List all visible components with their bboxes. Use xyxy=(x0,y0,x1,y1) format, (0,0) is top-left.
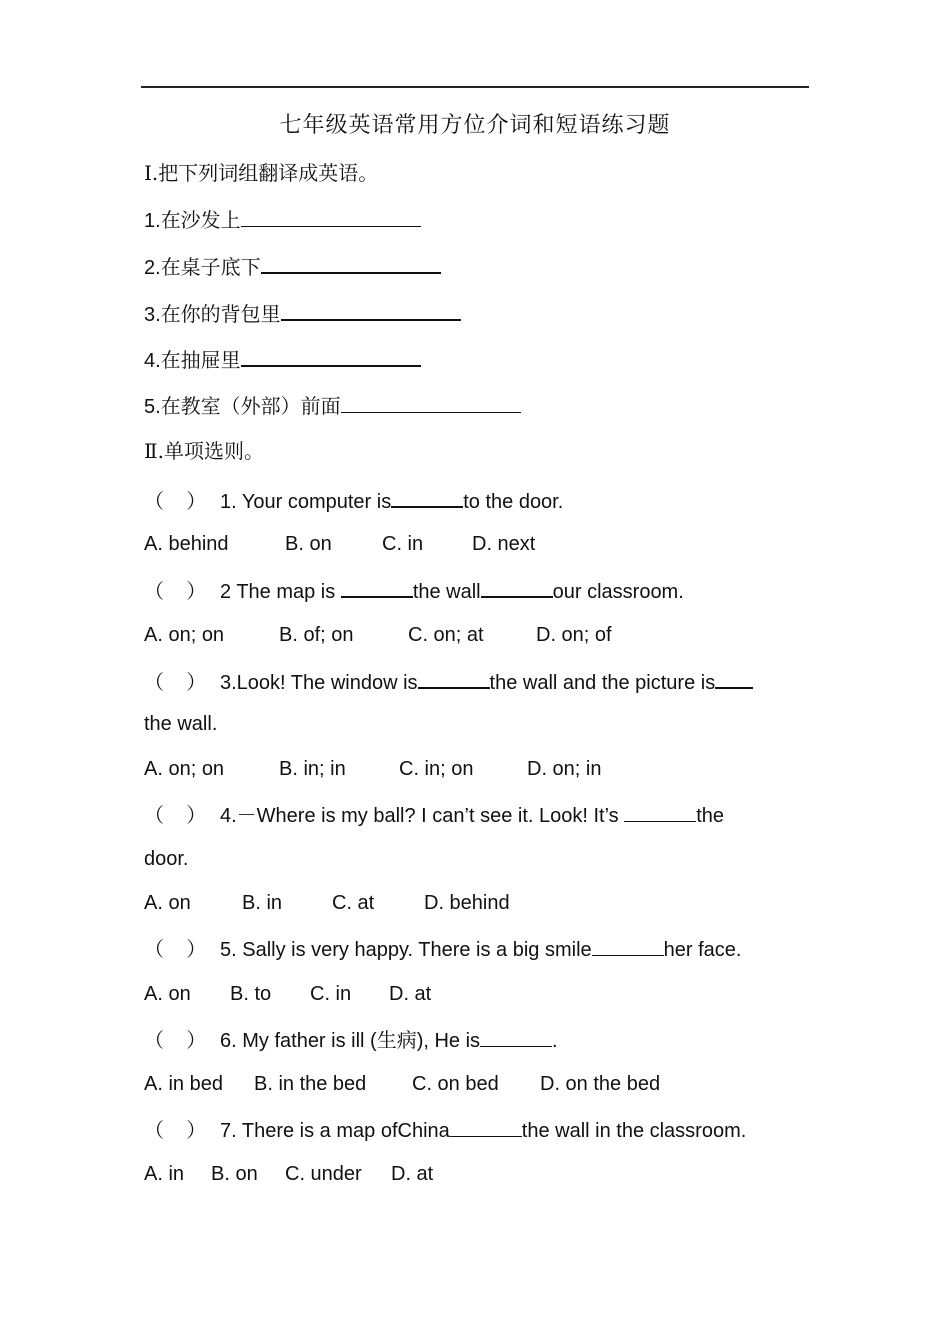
option-a: A. in bed xyxy=(144,1073,223,1095)
item-text: 在桌子底下 xyxy=(160,255,261,279)
question-3-options xyxy=(144,754,601,784)
answer-parenthesis[interactable]: （ ） xyxy=(144,489,207,513)
item-text: 在教室（外部）前面 xyxy=(160,394,341,418)
option-b: B. in; in xyxy=(279,758,346,780)
option-b: B. to xyxy=(230,983,272,1005)
translation-item-1 xyxy=(144,204,421,234)
question-2: （ ） 2 The map is the wall our classroom. xyxy=(144,574,684,604)
question-4: （ ） 4.－Where is my ball? I can’t see it. Look! It’s the xyxy=(144,799,724,829)
option-d: D. next xyxy=(472,533,536,555)
item-number: 2. xyxy=(144,257,161,279)
answer-blank[interactable] xyxy=(261,250,441,274)
option-c: C. on bed xyxy=(412,1073,499,1095)
question-3: （ ） 3.Look! The window is the wall and the picture is xyxy=(144,665,753,695)
answer-blank[interactable] xyxy=(281,297,461,321)
option-b: B. of; on xyxy=(279,624,354,646)
option-d: D. behind xyxy=(424,892,510,914)
option-a: A. in xyxy=(144,1163,185,1185)
question-1-options xyxy=(144,529,535,559)
option-c: C. on; at xyxy=(408,624,484,646)
answer-blank[interactable] xyxy=(341,574,413,598)
answer-blank[interactable] xyxy=(341,390,521,413)
answer-blank[interactable] xyxy=(418,665,490,689)
answer-blank[interactable] xyxy=(592,933,664,956)
option-b: B. on xyxy=(211,1163,258,1185)
item-text: 在沙发上 xyxy=(160,208,241,232)
answer-blank[interactable] xyxy=(450,1114,522,1137)
option-a: A. on xyxy=(144,983,191,1005)
option-c: C. in xyxy=(382,533,424,555)
answer-blank[interactable] xyxy=(715,665,753,689)
answer-parenthesis[interactable]: （ ） xyxy=(144,670,207,694)
option-b: B. on xyxy=(285,533,332,555)
answer-blank[interactable] xyxy=(480,1024,552,1047)
option-c: C. under xyxy=(285,1163,362,1185)
option-b: B. in xyxy=(242,892,283,914)
option-d: D. on the bed xyxy=(540,1073,661,1095)
question-5: （ ） 5. Sally is very happy. There is a big smile her face. xyxy=(144,933,741,963)
option-c: C. in; on xyxy=(399,758,474,780)
answer-blank[interactable] xyxy=(241,204,421,227)
section1-heading: Ⅰ.把下列词组翻译成英语。 xyxy=(144,161,379,185)
option-d: D. on; of xyxy=(536,624,612,646)
answer-parenthesis[interactable]: （ ） xyxy=(144,803,207,827)
option-c: C. at xyxy=(332,892,375,914)
question-7: （ ） 7. There is a map ofChina the wall in the classroom. xyxy=(144,1114,746,1144)
answer-blank[interactable] xyxy=(481,574,553,598)
translation-item-4 xyxy=(144,343,421,373)
translation-item-3 xyxy=(144,297,461,327)
page-title: 七年级英语常用方位介词和短语练习题 xyxy=(279,113,671,138)
item-text: 在你的背包里 xyxy=(160,302,281,326)
option-d: D. at xyxy=(389,983,432,1005)
answer-parenthesis[interactable]: （ ） xyxy=(144,937,207,961)
question-1: （ ） 1. Your computer is to the door. xyxy=(144,484,563,514)
option-a: A. on; on xyxy=(144,624,225,646)
option-d: D. on; in xyxy=(527,758,602,780)
option-d: D. at xyxy=(391,1163,434,1185)
question-5-options xyxy=(144,979,431,1009)
answer-blank[interactable] xyxy=(391,484,463,508)
question-6-options xyxy=(144,1069,660,1099)
answer-blank[interactable] xyxy=(241,343,421,367)
answer-parenthesis[interactable]: （ ） xyxy=(144,1028,207,1052)
question-4-options xyxy=(144,888,510,918)
item-number: 5. xyxy=(144,396,161,418)
question-6: （ ） 6. My father is ill (生病), He is . xyxy=(144,1024,558,1054)
option-b: B. in the bed xyxy=(254,1073,367,1095)
answer-blank[interactable] xyxy=(624,799,696,822)
question-2-options xyxy=(144,620,612,650)
header-rule xyxy=(141,86,809,88)
option-a: A. on; on xyxy=(144,758,225,780)
option-a: A. behind xyxy=(144,533,229,555)
section2-heading: Ⅱ.单项选则。 xyxy=(144,439,264,463)
chinese-note: 生病 xyxy=(376,1028,417,1052)
answer-parenthesis[interactable]: （ ） xyxy=(144,579,207,603)
question-7-options xyxy=(144,1159,433,1189)
answer-parenthesis[interactable]: （ ） xyxy=(144,1118,207,1142)
translation-item-2 xyxy=(144,250,441,280)
item-number: 4. xyxy=(144,350,161,372)
question-4-continued: door. xyxy=(144,848,189,870)
item-number: 3. xyxy=(144,304,161,326)
translation-item-5 xyxy=(144,390,521,420)
option-c: C. in xyxy=(310,983,352,1005)
item-number: 1. xyxy=(144,210,161,232)
option-a: A. on xyxy=(144,892,191,914)
item-text: 在抽屉里 xyxy=(160,348,241,372)
question-3-continued: the wall. xyxy=(144,713,218,735)
